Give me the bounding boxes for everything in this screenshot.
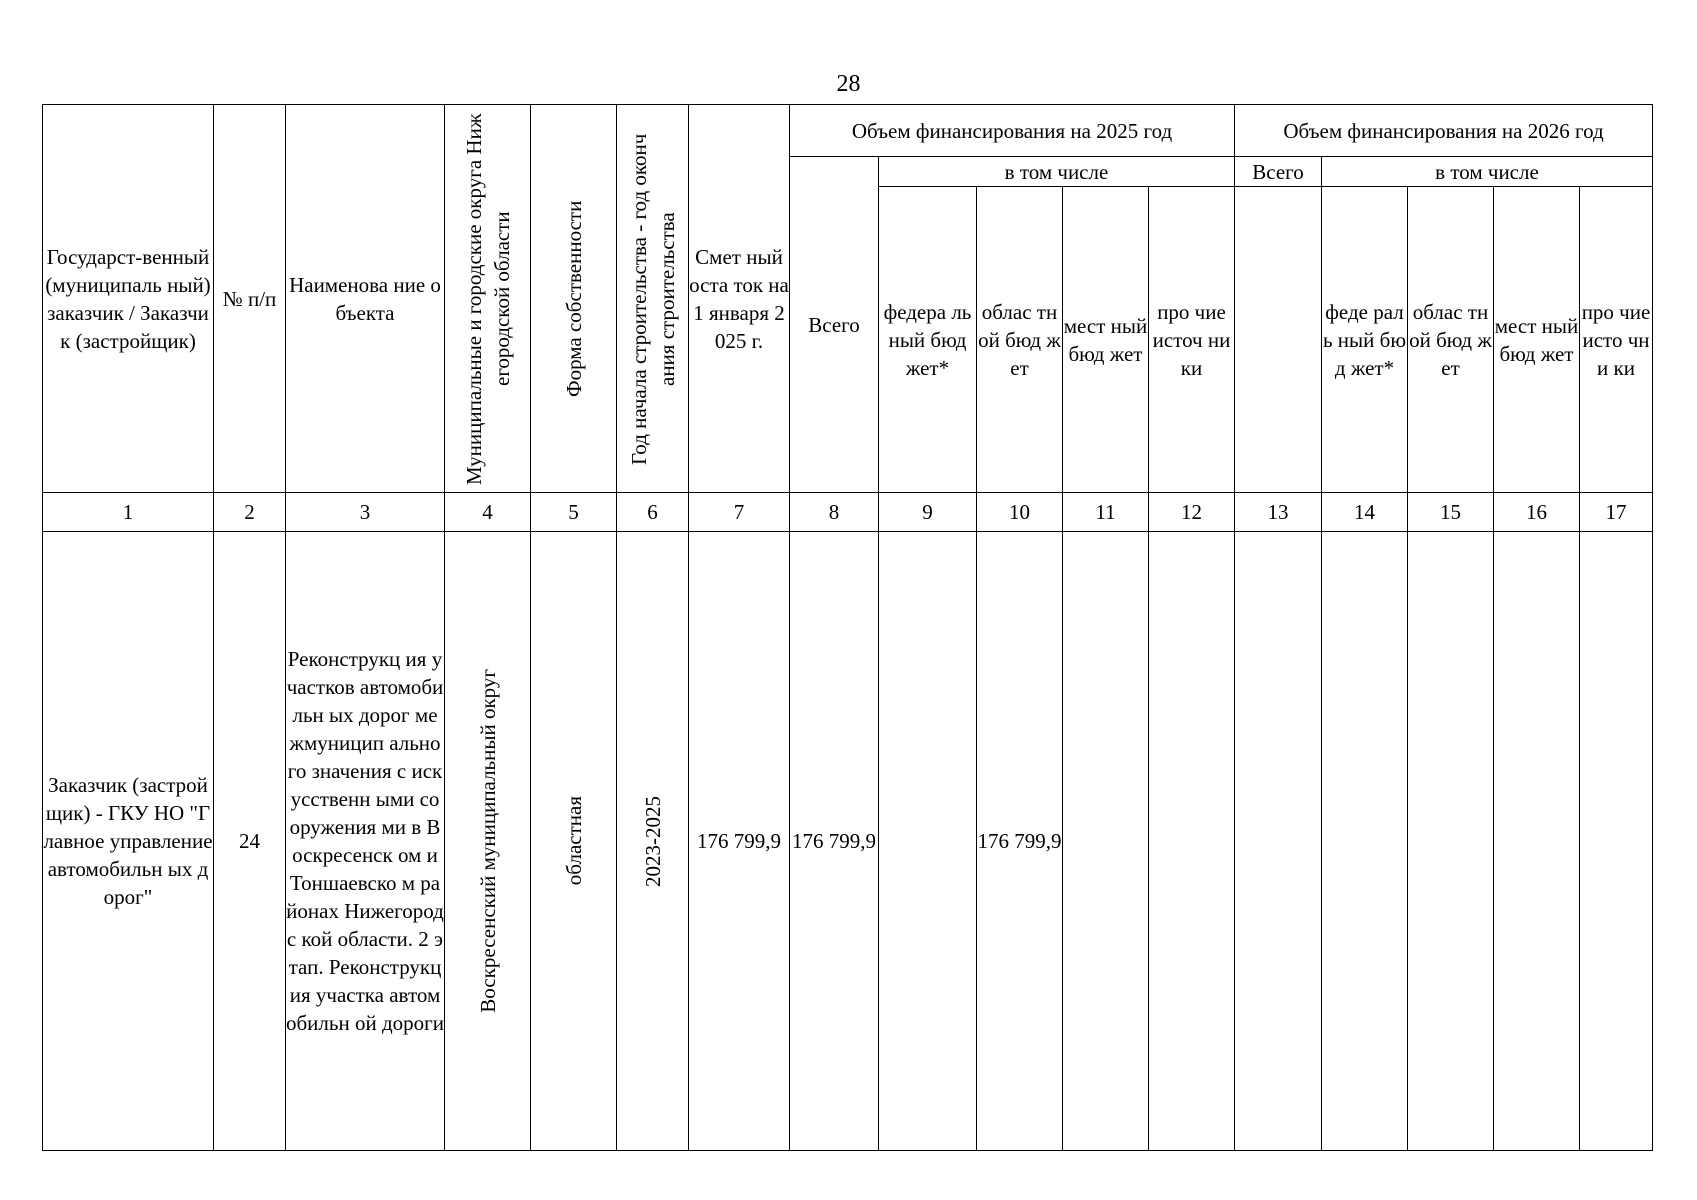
column-number: 3 [286,493,445,532]
header-ownership: Форма собственности [531,105,617,493]
ownership-cell: областная [531,532,617,1151]
column-number: 10 [977,493,1063,532]
column-number: 5 [531,493,617,532]
other-2026-cell [1580,532,1653,1151]
column-number-row [43,493,1653,532]
column-number: 14 [1322,493,1408,532]
table-row [43,532,1653,1151]
column-number: 8 [790,493,879,532]
column-number: 12 [1149,493,1235,532]
total-2025-cell: 176 799,9 [790,532,879,1151]
header-local-2026: мест ный бюд жет [1494,187,1580,493]
column-number: 16 [1494,493,1580,532]
header-regional-2025: облас тной бюд жет [977,187,1063,493]
financing-table [42,104,1653,1151]
local-2025-cell [1063,532,1149,1151]
page-number: 28 [836,71,861,97]
header-local-2025: мест ный бюд жет [1063,187,1149,493]
column-number: 11 [1063,493,1149,532]
years-cell: 2023-2025 [617,532,689,1151]
estimated-balance-cell: 176 799,9 [689,532,790,1151]
header-total-2026-blank [1235,187,1322,493]
header-total-2026: Всего [1235,157,1322,187]
object-name-cell: Реконструкц ия участков автомобильн ых дорог межмуницип ального значения с искусственн ыми сооружения ми в Воскресенск ом и Тоншаевско м районах Нижегородс кой области. 2 этап. Реконструкц ия участка автомобильн ой дороги [286,532,445,1151]
header-customer: Государст-венный (муниципаль ный) заказчик / Заказчик (застройщик) [43,105,214,493]
municipality-cell: Воскресенский муниципальный округ [445,532,531,1151]
header-estimated-balance: Смет ный оста ток на 1 января 2025 г. [689,105,790,493]
header-including-2025: в том числе [879,157,1235,187]
header-object-name: Наименова ние объекта [286,105,445,493]
column-number: 13 [1235,493,1322,532]
column-number: 1 [43,493,214,532]
header-years: Год начала строительства - год окончания строительства [617,105,689,493]
column-number: 15 [1408,493,1494,532]
other-2025-cell [1149,532,1235,1151]
header-regional-2026: облас тной бюд жет [1408,187,1494,493]
regional-2026-cell [1408,532,1494,1151]
header-total-2025: Всего [790,157,879,493]
local-2026-cell [1494,532,1580,1151]
header-group-2025: Объем финансирования на 2025 год [790,105,1235,157]
column-number: 7 [689,493,790,532]
row-number-cell: 24 [214,532,286,1151]
federal-2025-cell [879,532,977,1151]
header-municipality: Муниципальные и городские округа Нижегородской области [445,105,531,493]
header-federal-2025: федера льный бюд жет* [879,187,977,493]
header-number: № п/п [214,105,286,493]
total-2026-cell [1235,532,1322,1151]
column-number: 2 [214,493,286,532]
header-other-2025: про чие источ ники [1149,187,1235,493]
column-number: 9 [879,493,977,532]
header-other-2026: про чие исто чни ки [1580,187,1653,493]
column-number: 4 [445,493,531,532]
column-number: 6 [617,493,689,532]
customer-cell: Заказчик (застройщик) - ГКУ НО "Главное управление автомобильн ых дорог" [43,532,214,1151]
header-federal-2026: феде раль ный бюд жет* [1322,187,1408,493]
header-including-2026: в том числе [1322,157,1653,187]
header-group-2026: Объем финансирования на 2026 год [1235,105,1653,157]
regional-2025-cell: 176 799,9 [977,532,1063,1151]
federal-2026-cell [1322,532,1408,1151]
column-number: 17 [1580,493,1653,532]
